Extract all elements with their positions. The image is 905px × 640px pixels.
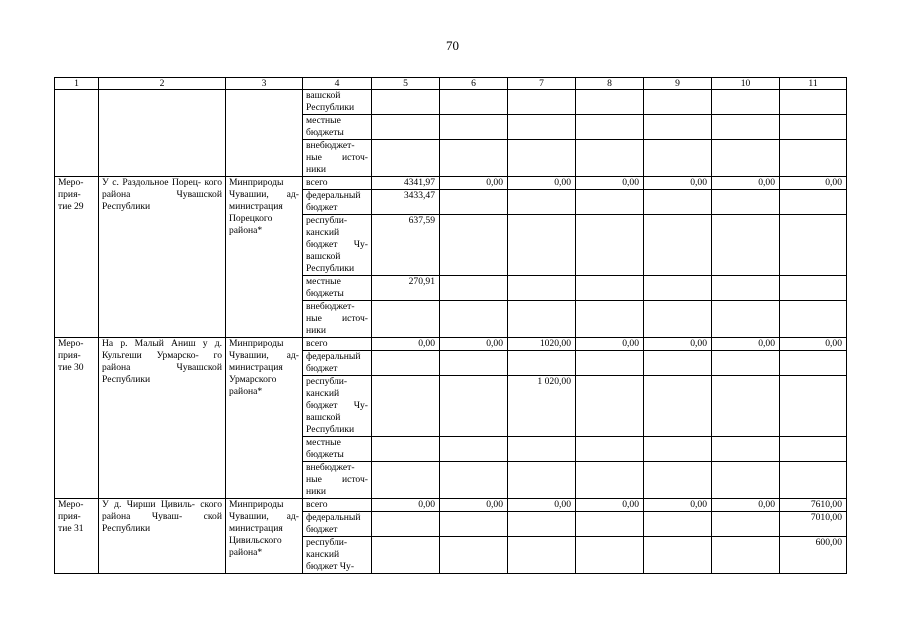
- amount-col-9: [644, 215, 712, 276]
- amount-col-7: [508, 190, 576, 215]
- funding-source: внебюджет- ные источ- ники: [303, 301, 372, 338]
- funding-source: вашской Республики: [303, 90, 372, 115]
- event-executor: Минприроды Чувашии, ад- министрация Урмарского района*: [226, 338, 303, 499]
- event-title-cell: [55, 90, 99, 177]
- amount-col-10: [712, 190, 780, 215]
- amount-col-10: [712, 351, 780, 376]
- amount-col-8: [576, 437, 644, 462]
- amount-col-9: 0,00: [644, 338, 712, 351]
- amount-col-10: [712, 276, 780, 301]
- funding-source: всего: [303, 177, 372, 190]
- amount-col-5: [372, 537, 440, 574]
- amount-col-9: [644, 190, 712, 215]
- event-title: Меро- прия- тие 29: [55, 177, 99, 338]
- amount-col-7: [508, 537, 576, 574]
- event-title: Меро- прия- тие 30: [55, 338, 99, 499]
- amount-col-6: [440, 190, 508, 215]
- amount-col-6: [440, 276, 508, 301]
- amount-col-10: [712, 115, 780, 140]
- funding-source: республи- канский бюджет Чу- вашской Республики: [303, 376, 372, 437]
- amount-col-6: [440, 351, 508, 376]
- amount-col-6: [440, 301, 508, 338]
- amount-col-11: 0,00: [780, 338, 847, 351]
- amount-col-6: [440, 462, 508, 499]
- amount-col-7: [508, 437, 576, 462]
- amount-col-8: 0,00: [576, 499, 644, 512]
- column-number-7: 7: [508, 78, 576, 90]
- amount-col-5: [372, 376, 440, 437]
- amount-col-7: [508, 115, 576, 140]
- column-number-1: 1: [55, 78, 99, 90]
- amount-col-10: 0,00: [712, 177, 780, 190]
- column-number-5: 5: [372, 78, 440, 90]
- amount-col-10: [712, 140, 780, 177]
- amount-col-7: [508, 462, 576, 499]
- amount-col-8: [576, 140, 644, 177]
- column-number-8: 8: [576, 78, 644, 90]
- amount-col-7: 0,00: [508, 499, 576, 512]
- amount-col-10: [712, 537, 780, 574]
- amount-col-8: [576, 90, 644, 115]
- funding-source: федеральный бюджет: [303, 351, 372, 376]
- amount-col-10: [712, 301, 780, 338]
- table-row: [55, 499, 847, 512]
- funding-source: всего: [303, 338, 372, 351]
- amount-col-9: [644, 376, 712, 437]
- amount-col-7: 1020,00: [508, 338, 576, 351]
- amount-col-9: [644, 537, 712, 574]
- amount-col-11: 0,00: [780, 177, 847, 190]
- funding-source: внебюджет- ные источ- ники: [303, 140, 372, 177]
- amount-col-11: [780, 376, 847, 437]
- funding-source: федеральный бюджет: [303, 512, 372, 537]
- amount-col-7: [508, 512, 576, 537]
- amount-col-10: [712, 437, 780, 462]
- amount-col-9: [644, 276, 712, 301]
- amount-col-11: [780, 276, 847, 301]
- amount-col-5: [372, 462, 440, 499]
- amount-col-10: [712, 90, 780, 115]
- amount-col-6: 0,00: [440, 338, 508, 351]
- column-number-9: 9: [644, 78, 712, 90]
- amount-col-5: [372, 115, 440, 140]
- amount-col-7: 0,00: [508, 177, 576, 190]
- amount-col-6: [440, 437, 508, 462]
- amount-col-7: [508, 301, 576, 338]
- amount-col-10: [712, 512, 780, 537]
- amount-col-5: [372, 140, 440, 177]
- amount-col-5: 0,00: [372, 338, 440, 351]
- amount-col-11: 7610,00: [780, 499, 847, 512]
- amount-col-8: [576, 301, 644, 338]
- amount-col-10: [712, 376, 780, 437]
- amount-col-9: [644, 90, 712, 115]
- column-number-3: 3: [226, 78, 303, 90]
- funding-source: местные бюджеты: [303, 115, 372, 140]
- amount-col-8: 0,00: [576, 338, 644, 351]
- amount-col-5: [372, 437, 440, 462]
- amount-col-5: [372, 351, 440, 376]
- amount-col-5: [372, 90, 440, 115]
- table-row: [55, 90, 847, 115]
- funding-table: [54, 77, 847, 574]
- funding-source: федеральный бюджет: [303, 190, 372, 215]
- funding-source: внебюджет- ные источ- ники: [303, 462, 372, 499]
- amount-col-6: [440, 115, 508, 140]
- amount-col-11: 7010,00: [780, 512, 847, 537]
- amount-col-10: [712, 462, 780, 499]
- amount-col-10: 0,00: [712, 499, 780, 512]
- amount-col-11: [780, 351, 847, 376]
- amount-col-5: 637,59: [372, 215, 440, 276]
- amount-col-11: [780, 90, 847, 115]
- funding-source: местные бюджеты: [303, 276, 372, 301]
- amount-col-9: [644, 437, 712, 462]
- amount-col-9: [644, 462, 712, 499]
- amount-col-8: [576, 276, 644, 301]
- executor-cell: [226, 90, 303, 177]
- amount-col-6: [440, 537, 508, 574]
- amount-col-11: [780, 140, 847, 177]
- funding-source: местные бюджеты: [303, 437, 372, 462]
- amount-col-7: 1 020,00: [508, 376, 576, 437]
- amount-col-11: [780, 462, 847, 499]
- event-object: У д. Чирши Цивиль- ского района Чуваш- ской Республики: [99, 499, 226, 574]
- amount-col-7: [508, 215, 576, 276]
- amount-col-6: [440, 90, 508, 115]
- amount-col-9: [644, 301, 712, 338]
- object-cell: [99, 90, 226, 177]
- amount-col-5: [372, 512, 440, 537]
- funding-source: республи- канский бюджет Чу-: [303, 537, 372, 574]
- amount-col-6: [440, 140, 508, 177]
- amount-col-5: [372, 301, 440, 338]
- event-title: Меро- прия- тие 31: [55, 499, 99, 574]
- amount-col-8: [576, 512, 644, 537]
- event-object: У с. Раздольное Порец- кого района Чувашской Республики: [99, 177, 226, 338]
- amount-col-8: [576, 190, 644, 215]
- amount-col-6: 0,00: [440, 177, 508, 190]
- event-executor: Минприроды Чувашии, ад- министрация Цивильского района*: [226, 499, 303, 574]
- amount-col-6: [440, 215, 508, 276]
- amount-col-5: 270,91: [372, 276, 440, 301]
- amount-col-5: 4341,97: [372, 177, 440, 190]
- amount-col-9: [644, 351, 712, 376]
- amount-col-9: [644, 140, 712, 177]
- amount-col-7: [508, 90, 576, 115]
- amount-col-9: 0,00: [644, 177, 712, 190]
- amount-col-8: [576, 462, 644, 499]
- table-row: [55, 338, 847, 351]
- amount-col-8: [576, 376, 644, 437]
- amount-col-11: [780, 215, 847, 276]
- amount-col-7: [508, 351, 576, 376]
- funding-source: всего: [303, 499, 372, 512]
- column-number-2: 2: [99, 78, 226, 90]
- amount-col-11: 600,00: [780, 537, 847, 574]
- table-row: [55, 177, 847, 190]
- amount-col-11: [780, 115, 847, 140]
- column-number-4: 4: [303, 78, 372, 90]
- amount-col-8: [576, 351, 644, 376]
- amount-col-11: [780, 301, 847, 338]
- event-executor: Минприроды Чувашии, ад- министрация Порецкого района*: [226, 177, 303, 338]
- amount-col-11: [780, 437, 847, 462]
- amount-col-9: [644, 115, 712, 140]
- funding-source: республи- канский бюджет Чу- вашской Республики: [303, 215, 372, 276]
- amount-col-5: 3433,47: [372, 190, 440, 215]
- amount-col-11: [780, 190, 847, 215]
- amount-col-10: [712, 215, 780, 276]
- amount-col-5: 0,00: [372, 499, 440, 512]
- column-number-10: 10: [712, 78, 780, 90]
- amount-col-9: 0,00: [644, 499, 712, 512]
- amount-col-8: [576, 115, 644, 140]
- amount-col-6: [440, 512, 508, 537]
- amount-col-6: 0,00: [440, 499, 508, 512]
- column-number-11: 11: [780, 78, 847, 90]
- amount-col-8: 0,00: [576, 177, 644, 190]
- amount-col-6: [440, 376, 508, 437]
- amount-col-8: [576, 215, 644, 276]
- column-number-6: 6: [440, 78, 508, 90]
- column-number-row: [55, 78, 847, 90]
- event-object: На р. Малый Аниш у д. Кульгеши Урмарско- го района Чувашской Республики: [99, 338, 226, 499]
- amount-col-7: [508, 276, 576, 301]
- amount-col-10: 0,00: [712, 338, 780, 351]
- amount-col-8: [576, 537, 644, 574]
- amount-col-7: [508, 140, 576, 177]
- amount-col-9: [644, 512, 712, 537]
- page-number: 70: [446, 38, 459, 53]
